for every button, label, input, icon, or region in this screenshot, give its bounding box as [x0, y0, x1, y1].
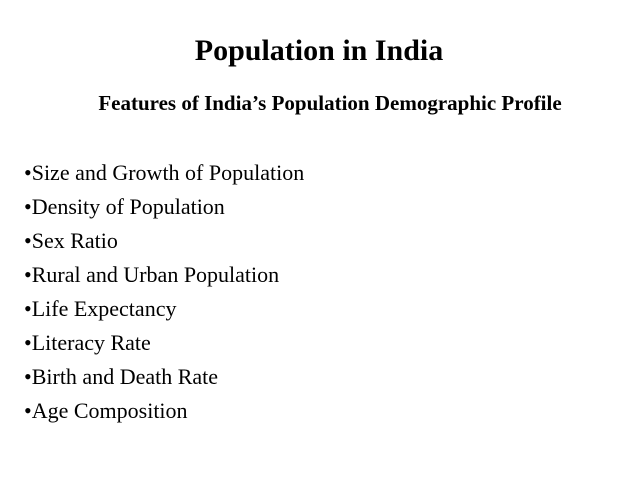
bullet-item-rural-urban: •Rural and Urban Population	[24, 262, 280, 287]
bullet-item-life-expectancy: •Life Expectancy	[24, 296, 177, 321]
bullet-item-sex-ratio: •Sex Ratio	[24, 228, 118, 253]
slide-title: Population in India	[194, 34, 444, 67]
bullet-item-density: •Density of Population	[24, 194, 225, 219]
slide-subtitle: Features of India’s Population Demographic Profile	[98, 91, 562, 115]
bullet-item-birth-death-rate: •Birth and Death Rate	[24, 364, 219, 389]
bullet-item-age-composition: •Age Composition	[24, 398, 188, 423]
bullet-item-literacy-rate: •Literacy Rate	[24, 330, 151, 355]
bullet-item-size-growth: •Size and Growth of Population	[24, 160, 305, 185]
bullet-list	[24, 156, 304, 428]
